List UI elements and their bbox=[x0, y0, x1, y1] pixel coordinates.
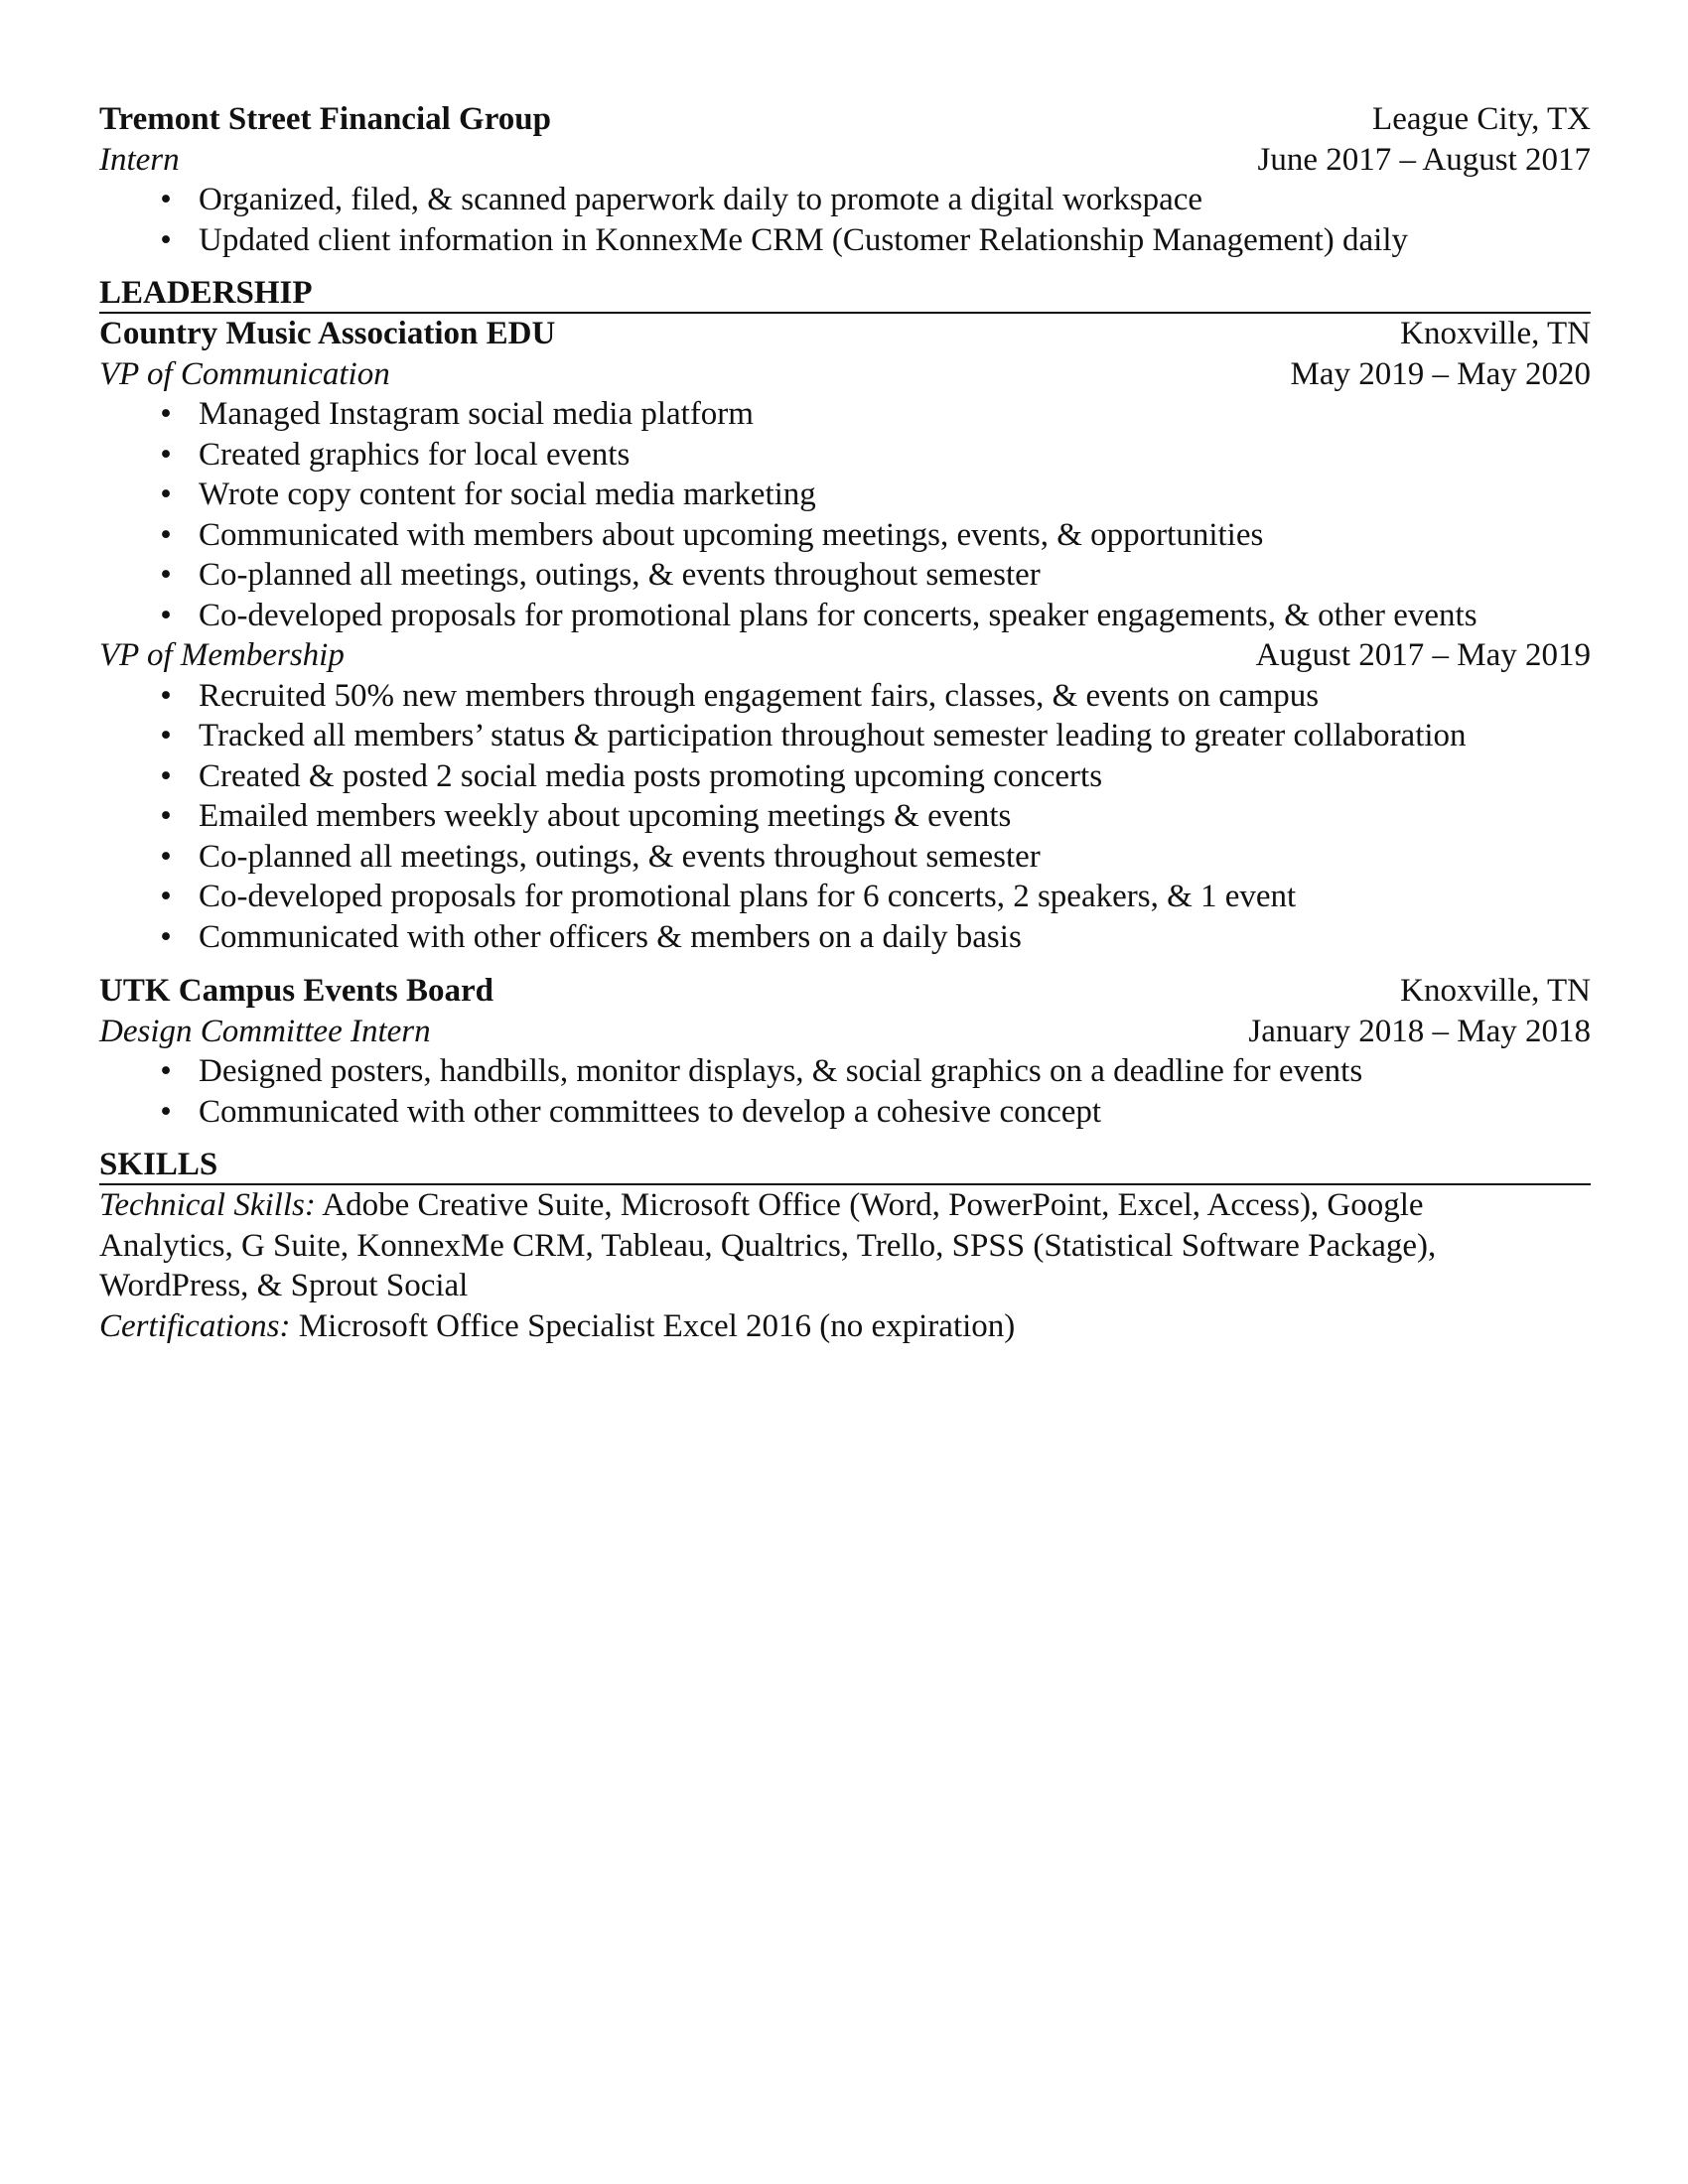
list-item: • Co-developed proposals for promotional plans for 6 concerts, 2 speakers, & 1 event bbox=[99, 877, 1591, 917]
certifications-text: Microsoft Office Specialist Excel 2016 (no expiration) bbox=[290, 1307, 1016, 1344]
bullet-icon: • bbox=[160, 557, 172, 593]
list-item: • Created & posted 2 social media posts promoting upcoming concerts bbox=[99, 756, 1591, 797]
list-item: • Wrote copy content for social media marketing bbox=[99, 475, 1591, 515]
bullet-icon: • bbox=[160, 838, 172, 875]
role-title: VP of Membership bbox=[99, 637, 345, 673]
bullet-icon: • bbox=[160, 516, 172, 553]
list-item: • Designed posters, handbills, monitor displays, & social graphics on a deadline for events bbox=[99, 1051, 1591, 1092]
bullet-list bbox=[99, 394, 1591, 635]
role-header bbox=[99, 635, 1591, 676]
bullet-list bbox=[99, 180, 1591, 260]
section-heading-skills: SKILLS bbox=[99, 1146, 1591, 1185]
resume-content bbox=[99, 99, 1591, 1346]
role-title: Design Committee Intern bbox=[99, 1013, 431, 1049]
list-item: • Communicated with other committees to develop a cohesive concept bbox=[99, 1092, 1591, 1133]
bullet-icon: • bbox=[160, 221, 172, 258]
spacer bbox=[99, 957, 1591, 971]
bullet-icon: • bbox=[160, 182, 172, 217]
certifications bbox=[99, 1306, 1509, 1347]
list-item: • Managed Instagram social media platform bbox=[99, 394, 1591, 435]
org-location: League City, TX bbox=[1372, 101, 1591, 137]
bullet-icon: • bbox=[160, 1053, 172, 1089]
role-dates: June 2017 – August 2017 bbox=[1257, 141, 1591, 178]
role-dates: January 2018 – May 2018 bbox=[1248, 1013, 1591, 1049]
role-header bbox=[99, 354, 1591, 395]
job-header bbox=[99, 99, 1591, 140]
list-item: • Co-developed proposals for promotional plans for concerts, speaker engagements, & other events bbox=[99, 596, 1591, 636]
role-dates: August 2017 – May 2019 bbox=[1255, 637, 1591, 673]
bullet-icon: • bbox=[160, 436, 172, 473]
role-title: Intern bbox=[99, 141, 180, 178]
list-item: • Organized, filed, & scanned paperwork daily to promote a digital workspace bbox=[99, 180, 1591, 220]
certifications-label: Certifications: bbox=[99, 1307, 291, 1344]
bullet-icon: • bbox=[160, 757, 172, 794]
org-name: Country Music Association EDU bbox=[99, 316, 556, 351]
list-item: • Created graphics for local events bbox=[99, 435, 1591, 476]
technical-skills-text: Adobe Creative Suite, Microsoft Office (Word, PowerPoint, Excel, Access), Google Analytics, G Suite, KonnexMe CRM, Tableau, Qualtrics, Trello, SPSS (Statistical Software Package), WordPress, & Sprout Social bbox=[99, 1187, 1437, 1303]
job-header bbox=[99, 314, 1591, 354]
bullet-icon: • bbox=[160, 879, 172, 914]
bullet-icon: • bbox=[160, 477, 172, 512]
technical-skills-label: Technical Skills: bbox=[99, 1187, 316, 1223]
role-dates: May 2019 – May 2020 bbox=[1290, 355, 1591, 392]
bullet-icon: • bbox=[160, 597, 172, 633]
list-item: • Communicated with other officers & members on a daily basis bbox=[99, 917, 1591, 958]
list-item: • Communicated with members about upcoming meetings, events, & opportunities bbox=[99, 515, 1591, 556]
list-item: • Recruited 50% new members through engagement fairs, classes, & events on campus bbox=[99, 676, 1591, 717]
list-item: • Tracked all members’ status & participation throughout semester leading to greater collaboration bbox=[99, 716, 1591, 756]
org-name: UTK Campus Events Board bbox=[99, 973, 493, 1009]
bullet-icon: • bbox=[160, 1093, 172, 1130]
bullet-icon: • bbox=[160, 396, 172, 432]
role-title: VP of Communication bbox=[99, 355, 390, 392]
bullet-icon: • bbox=[160, 798, 172, 834]
bullet-icon: • bbox=[160, 718, 172, 753]
section-heading-leadership: LEADERSHIP bbox=[99, 274, 1591, 314]
list-item: • Emailed members weekly about upcoming meetings & events bbox=[99, 796, 1591, 837]
list-item: • Co-planned all meetings, outings, & events throughout semester bbox=[99, 555, 1591, 596]
org-location: Knoxville, TN bbox=[1400, 316, 1591, 351]
bullet-list bbox=[99, 1051, 1591, 1132]
technical-skills bbox=[99, 1185, 1509, 1306]
bullet-icon: • bbox=[160, 918, 172, 955]
skills-block bbox=[99, 1185, 1591, 1346]
org-location: Knoxville, TN bbox=[1400, 973, 1591, 1009]
list-item: • Updated client information in KonnexMe CRM (Customer Relationship Management) daily bbox=[99, 220, 1591, 261]
role-header bbox=[99, 1012, 1591, 1052]
list-item: • Co-planned all meetings, outings, & events throughout semester bbox=[99, 837, 1591, 878]
job-header bbox=[99, 971, 1591, 1012]
bullet-icon: • bbox=[160, 677, 172, 714]
org-name: Tremont Street Financial Group bbox=[99, 101, 551, 137]
role-header bbox=[99, 140, 1591, 181]
bullet-list bbox=[99, 676, 1591, 958]
